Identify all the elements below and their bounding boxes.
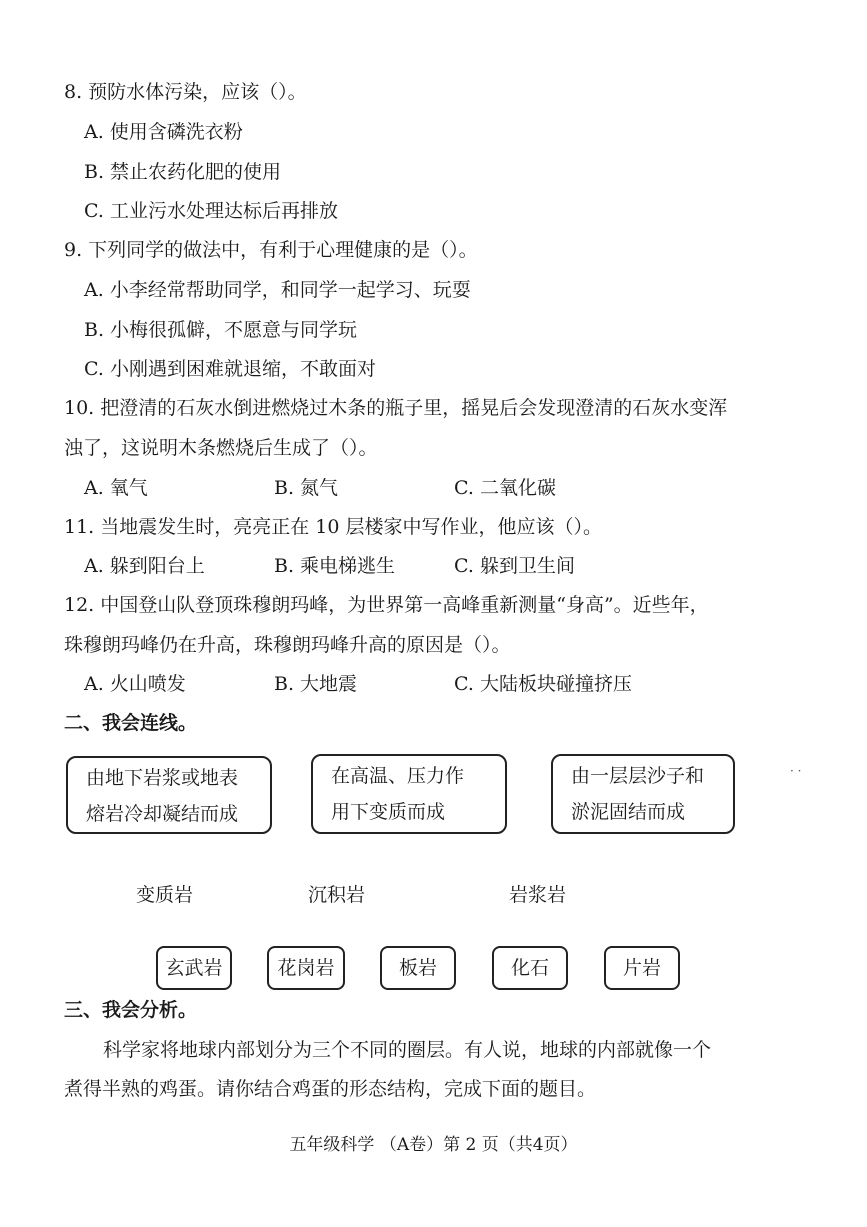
description-line: 在高温、压力作 — [331, 765, 465, 787]
question-9-option-c: C. 小刚遇到困难就退缩，不敢面对 — [84, 358, 376, 380]
question-11-option-a: A. 躲到阳台上 — [84, 555, 205, 577]
section-3-title: 三、我会分析。 — [64, 999, 198, 1021]
question-8-option-c: C. 工业污水处理达标后再排放 — [84, 200, 338, 222]
question-10-stem-line-2: 浊了，这说明木条燃烧后生成了（）。 — [64, 437, 378, 459]
question-12-option-a: A. 火山喷发 — [84, 673, 186, 695]
question-8-stem: 8. 预防水体污染，应该（）。 — [64, 81, 307, 103]
question-11-option-b: B. 乘电梯逃生 — [274, 555, 396, 577]
description-line: 由地下岩浆或地表 — [86, 767, 239, 789]
question-9-stem: 9. 下列同学的做法中，有利于心理健康的是（）。 — [64, 239, 478, 261]
question-10-option-c: C. 二氧化碳 — [454, 477, 556, 499]
example-box-basalt: 玄武岩 — [156, 946, 232, 990]
question-10-option-b: B. 氮气 — [274, 477, 339, 499]
question-9-option-b: B. 小梅很孤僻，不愿意与同学玩 — [84, 319, 358, 341]
description-line: 由一层层沙子和 — [571, 765, 705, 787]
question-8-option-a: A. 使用含磷洗衣粉 — [84, 121, 243, 143]
question-10-option-a: A. 氧气 — [84, 477, 148, 499]
question-11-stem: 11. 当地震发生时，亮亮正在 10 层楼家中写作业，他应该（）。 — [64, 516, 603, 538]
description-box-igneous — [66, 756, 272, 834]
question-11-option-c: C. 躲到卫生间 — [454, 555, 575, 577]
page-footer: 五年级科学 （A卷）第 2 页（共4页） — [289, 1135, 578, 1155]
rock-type-sedimentary: 沉积岩 — [308, 884, 366, 906]
question-10-stem-line-1: 10. 把澄清的石灰水倒进燃烧过木条的瓶子里，摇晃后会发现澄清的石灰水变浑 — [64, 397, 728, 419]
scan-dots: · · — [790, 764, 802, 778]
example-box-schist: 片岩 — [604, 946, 680, 990]
description-line: 淤泥固结而成 — [571, 801, 686, 823]
section-2-title: 二、我会连线。 — [64, 712, 198, 734]
section-3-paragraph-line-2: 煮得半熟的鸡蛋。请你结合鸡蛋的形态结构，完成下面的题目。 — [64, 1078, 597, 1100]
description-box-sedimentary — [551, 754, 735, 834]
example-box-slate: 板岩 — [380, 946, 456, 990]
question-12-stem-line-1: 12. 中国登山队登顶珠穆朗玛峰，为世界第一高峰重新测量“身高”。近些年， — [64, 594, 709, 616]
rock-type-igneous: 岩浆岩 — [509, 884, 567, 906]
question-12-stem-line-2: 珠穆朗玛峰仍在升高，珠穆朗玛峰升高的原因是（）。 — [64, 634, 511, 656]
example-box-granite: 花岗岩 — [267, 946, 345, 990]
section-3-paragraph-line-1: 科学家将地球内部划分为三个不同的圈层。有人说，地球的内部就像一个 — [103, 1039, 712, 1061]
rock-type-metamorphic: 变质岩 — [136, 884, 194, 906]
description-box-metamorphic — [311, 754, 507, 834]
question-8-option-b: B. 禁止农药化肥的使用 — [84, 161, 282, 183]
example-box-fossil: 化石 — [492, 946, 568, 990]
question-12-option-c: C. 大陆板块碰撞挤压 — [454, 673, 632, 695]
description-line: 熔岩冷却凝结而成 — [86, 803, 239, 825]
question-12-option-b: B. 大地震 — [274, 673, 358, 695]
question-9-option-a: A. 小李经常帮助同学，和同学一起学习、玩耍 — [84, 279, 471, 301]
description-line: 用下变质而成 — [331, 801, 446, 823]
